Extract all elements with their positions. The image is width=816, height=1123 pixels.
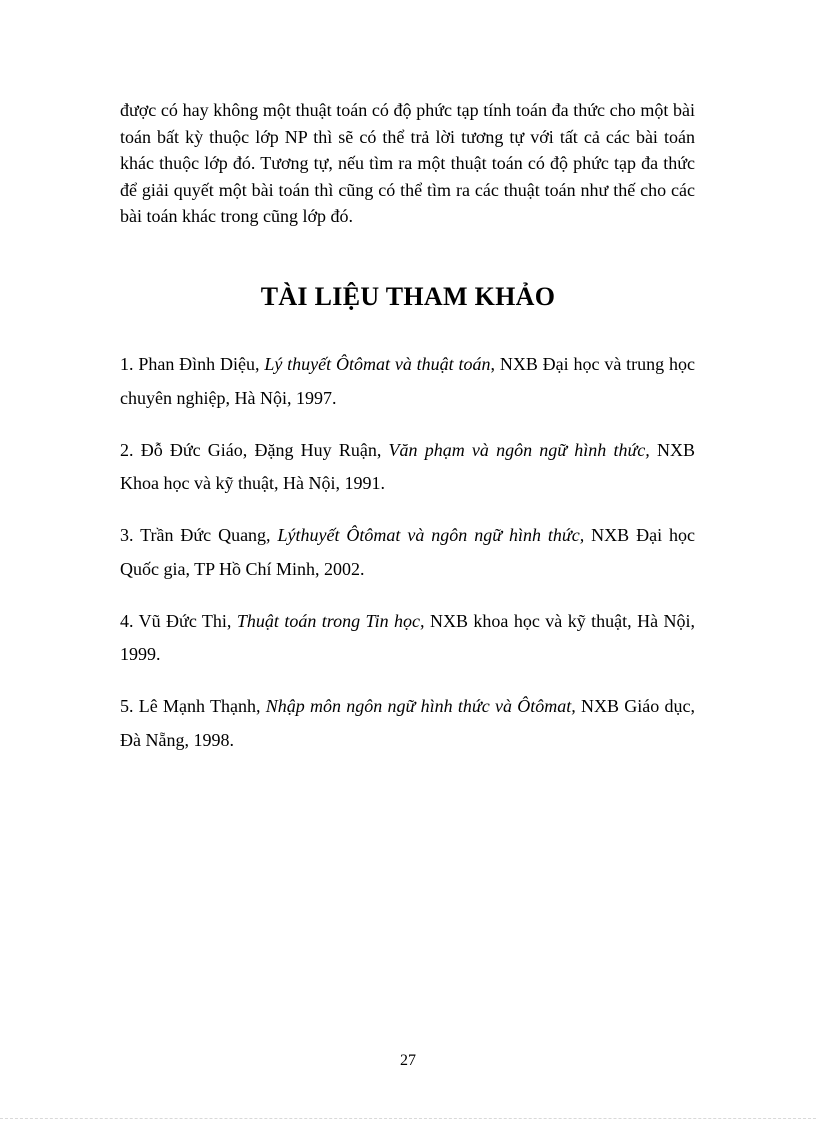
page-bottom-divider: [0, 1118, 816, 1119]
reference-publisher: NXB Khoa học và kỹ thuật, Hà Nội, 1991.: [120, 439, 695, 493]
references-heading: TÀI LIỆU THAM KHẢO: [260, 282, 556, 311]
intro-paragraph: được có hay không một thuật toán có độ phức tạp tính toán đa thức cho một bài toán bất kỳ thuộc lớp NP thì sẽ có thể trả lời tương tự với tất cả các bài toán khác thuộc lớp đó. Tương tự, nếu tìm ra một thuật toán có độ phức tạp đa thức để giải quyết một bài toán thì cũng có thể tìm ra các thuật toán như thế cho các bài toán khác trong cũng lớp đó.: [120, 100, 695, 226]
page-number: 27: [400, 1052, 416, 1069]
reference-item-1: [120, 348, 695, 415]
reference-author: 2. Đỗ Đức Giáo, Đặng Huy Ruận,: [120, 439, 389, 460]
reference-item-5: [120, 690, 695, 757]
reference-publisher: NXB Đại học Quốc gia, TP Hồ Chí Minh, 2002.: [120, 525, 695, 579]
reference-item-4: [120, 605, 695, 672]
reference-author: 4. Vũ Đức Thi,: [120, 610, 237, 631]
reference-author: 5. Lê Mạnh Thạnh,: [120, 696, 266, 716]
reference-item-3: [120, 519, 695, 586]
reference-title: Nhập môn ngôn ngữ hình thức và Ôtômat,: [265, 696, 576, 716]
reference-title: Văn phạm và ngôn ngữ hình thức,: [388, 439, 650, 460]
references-list: [120, 348, 695, 776]
reference-author: 3. Trần Đức Quang,: [120, 525, 278, 545]
reference-item-2: [120, 434, 695, 501]
reference-title: Lýthuyết Ôtômat và ngôn ngữ hình thức,: [277, 525, 585, 545]
reference-title: Lý thuyết Ôtômat và thuật toán: [264, 354, 491, 374]
reference-title: Thuật toán trong Tin học,: [236, 610, 425, 631]
reference-publisher: NXB Giáo dục, Đà Nẵng, 1998.: [120, 696, 696, 750]
reference-author: 1. Phan Đình Diệu,: [120, 354, 265, 374]
reference-publisher: NXB khoa học và kỹ thuật, Hà Nội, 1999.: [120, 610, 696, 664]
reference-publisher: , NXB Đại học và trung học chuyên nghiệp, Hà Nội, 1997.: [120, 354, 695, 408]
